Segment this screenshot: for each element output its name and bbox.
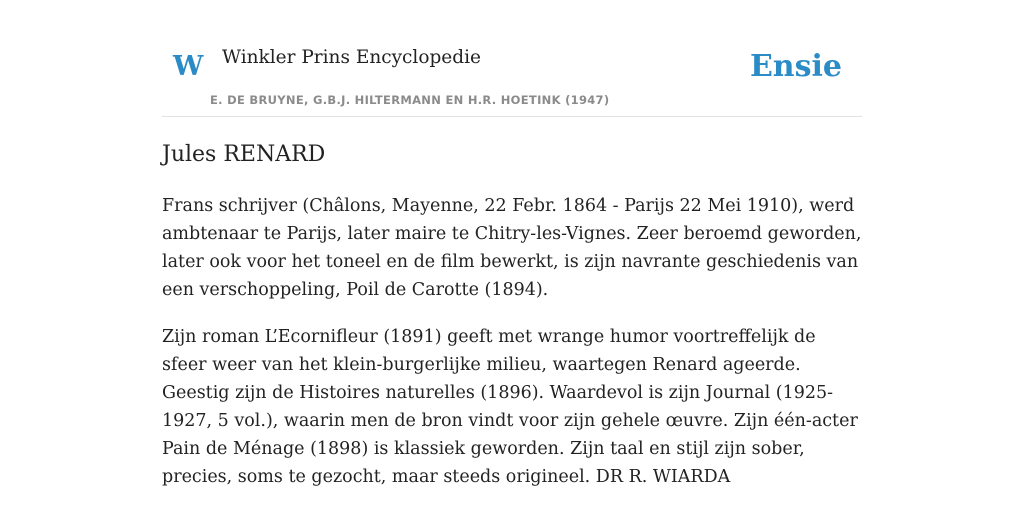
article-paragraph: Frans schrijver (Châlons, Mayenne, 22 Febr. 1864 - Parijs 22 Mei 1910), werd ambtenaar te Parijs, later maire te Chitry-les-Vignes. Zeer beroemd geworden, later ook voor het toneel en de film bewerkt, is zijn navrante geschiedenis van een verschoppeling, Poil de Carotte (1894). xyxy=(162,196,862,300)
source-header xyxy=(162,40,862,117)
source-authors: E. DE BRUYNE, G.B.J. HILTERMANN EN H.R. HOETINK (1947) xyxy=(210,93,610,107)
article-paragraph: Zijn roman L’Ecornifleur (1891) geeft met wrange humor voortreffelijk de sfeer weer van het klein-burgerlijke milieu, waartegen Renard ageerde. Geestig zijn de Histoires naturelles (1896). Waardevol is zijn Journal (1925-1927, 5 vol.), waarin men de bron vindt voor zijn gehele œuvre. Zijn één-acter Pain de Ménage (1898) is klassiek geworden. Zijn taal en stijl zijn sober, precies, soms te gezocht, maar steeds origineel. DR R. WIARDA xyxy=(162,327,858,487)
winkler-prins-logo[interactable]: W xyxy=(173,51,204,82)
article xyxy=(162,140,862,491)
article-title: Jules RENARD xyxy=(162,142,326,167)
ensie-logo[interactable]: Ensie xyxy=(749,49,842,84)
source-title[interactable]: Winkler Prins Encyclopedie xyxy=(222,47,481,68)
